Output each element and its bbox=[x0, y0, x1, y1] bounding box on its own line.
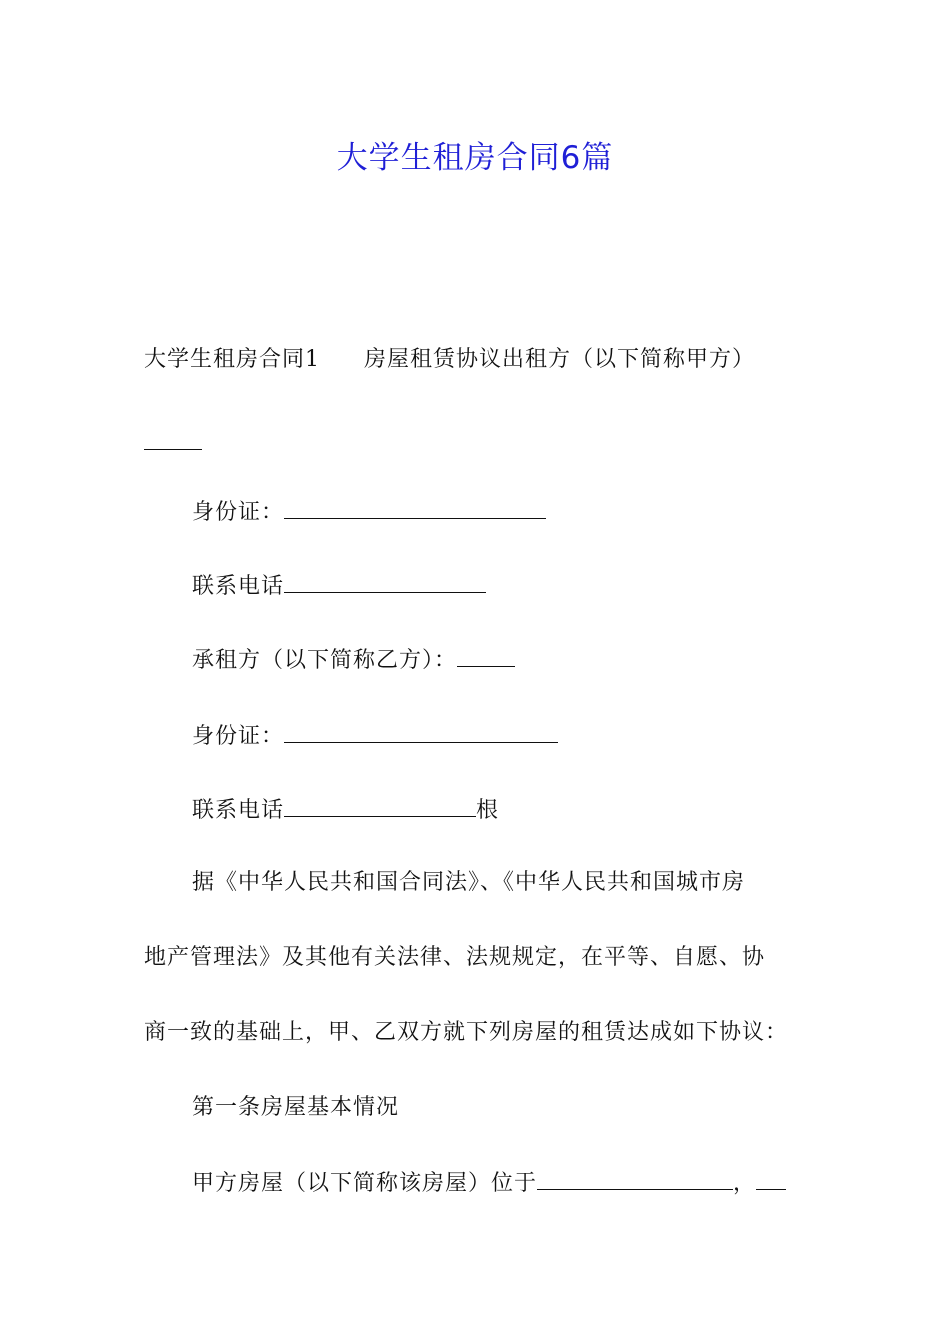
property-location-blank bbox=[537, 1167, 733, 1190]
property-location-label: 甲方房屋（以下简称该房屋）位于 bbox=[192, 1171, 538, 1196]
lessor-name-line bbox=[144, 427, 202, 459]
property-location-line bbox=[192, 1167, 786, 1199]
lessee-phone-label: 联系电话 bbox=[192, 798, 285, 823]
lessee-id-label: 身份证： bbox=[192, 724, 285, 749]
lessee-id-blank bbox=[284, 720, 558, 743]
body-paragraph-line-2: 地产管理法》及其他有关法律、法规规定，在平等、自愿、协 bbox=[144, 945, 766, 970]
article-one-heading: 第一条房屋基本情况 bbox=[192, 1095, 400, 1120]
lessor-intro-text: 房屋租赁协议出租方（以下简称甲方） bbox=[364, 347, 756, 372]
body-paragraph-line-1: 据《中华人民共和国合同法》、《中华人民共和国城市房 bbox=[192, 870, 746, 895]
property-location-comma: ， bbox=[733, 1171, 757, 1196]
lessor-id-blank bbox=[284, 496, 546, 519]
lessor-id-label: 身份证： bbox=[192, 500, 285, 525]
lessee-label: 承租方（以下简称乙方）： bbox=[192, 648, 458, 673]
lessee-phone-line bbox=[192, 794, 499, 826]
lessee-phone-blank bbox=[284, 794, 476, 817]
contract-heading-line bbox=[144, 345, 755, 375]
lessee-line bbox=[192, 644, 515, 676]
lessee-phone-tail: 根 bbox=[476, 798, 500, 823]
lessee-id-line bbox=[192, 720, 558, 752]
lessor-phone-line bbox=[192, 570, 486, 602]
lessor-phone-label: 联系电话 bbox=[192, 574, 285, 599]
lessor-id-line bbox=[192, 496, 546, 528]
document-title: 大学生租房合同6篇 bbox=[336, 140, 614, 176]
property-location-blank-2 bbox=[756, 1167, 786, 1190]
contract-number-heading: 大学生租房合同1 bbox=[144, 347, 320, 372]
body-paragraph-line-3: 商一致的基础上，甲、乙双方就下列房屋的租赁达成如下协议： bbox=[144, 1020, 789, 1045]
lessee-name-blank bbox=[457, 644, 515, 667]
lessor-name-blank bbox=[144, 427, 202, 450]
lessor-phone-blank bbox=[284, 570, 486, 593]
